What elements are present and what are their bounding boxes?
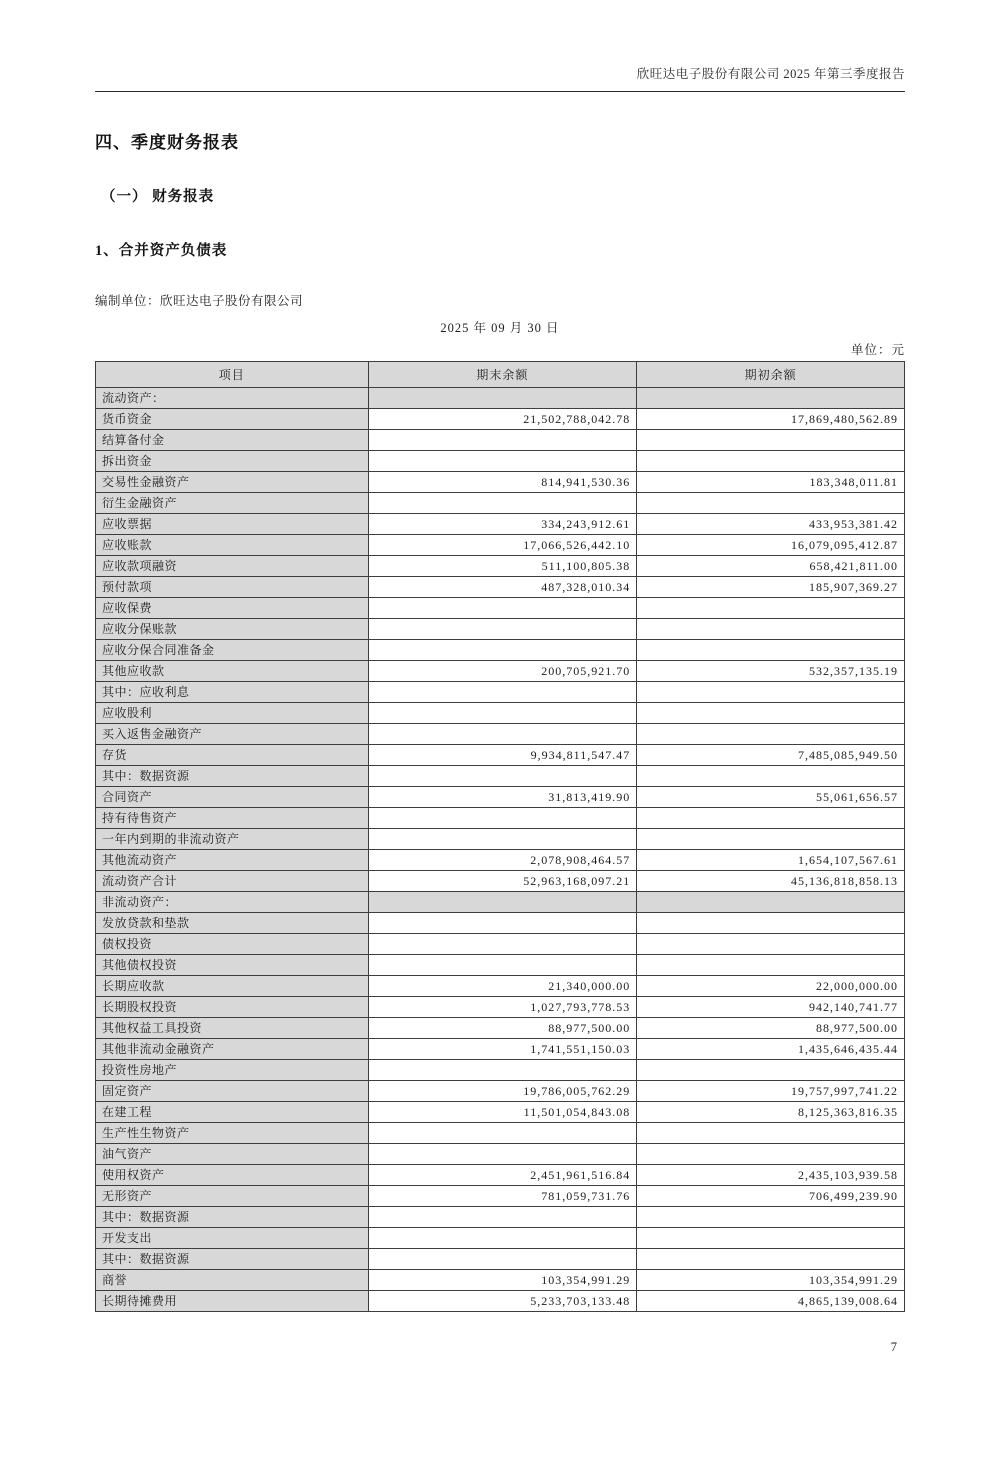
row-end-balance: 487,328,010.34 — [368, 577, 637, 598]
row-begin-balance: 88,977,500.00 — [637, 1018, 905, 1039]
running-header: 欣旺达电子股份有限公司 2025 年第三季度报告 — [95, 64, 905, 92]
column-header-begin-balance: 期初余额 — [637, 362, 905, 388]
row-begin-balance — [637, 829, 905, 850]
row-label: 长期待摊费用 — [96, 1291, 369, 1312]
table-row — [96, 1123, 905, 1144]
table-row — [96, 724, 905, 745]
balance-sheet-body — [96, 388, 905, 1312]
row-end-balance — [368, 766, 637, 787]
table-row — [96, 661, 905, 682]
table-row — [96, 535, 905, 556]
column-header-end-balance: 期末余额 — [368, 362, 637, 388]
row-label: 非流动资产： — [96, 892, 369, 913]
table-row — [96, 829, 905, 850]
row-begin-balance — [637, 1123, 905, 1144]
row-begin-balance — [637, 1249, 905, 1270]
row-end-balance — [368, 388, 637, 409]
row-end-balance — [368, 934, 637, 955]
row-end-balance — [368, 955, 637, 976]
table-row — [96, 1060, 905, 1081]
row-end-balance: 17,066,526,442.10 — [368, 535, 637, 556]
row-end-balance: 11,501,054,843.08 — [368, 1102, 637, 1123]
row-label: 应收分保账款 — [96, 619, 369, 640]
row-begin-balance: 7,485,085,949.50 — [637, 745, 905, 766]
statement-title: 1、合并资产负债表 — [95, 243, 228, 259]
row-begin-balance — [637, 493, 905, 514]
row-begin-balance — [637, 1207, 905, 1228]
row-begin-balance: 55,061,656.57 — [637, 787, 905, 808]
row-label: 流动资产合计 — [96, 871, 369, 892]
row-label: 应收股利 — [96, 703, 369, 724]
row-label: 其中：数据资源 — [96, 1249, 369, 1270]
row-begin-balance — [637, 598, 905, 619]
row-end-balance — [368, 724, 637, 745]
row-begin-balance: 942,140,741.77 — [637, 997, 905, 1018]
row-end-balance: 1,027,793,778.53 — [368, 997, 637, 1018]
prepared-by-line: 编制单位：欣旺达电子股份有限公司 — [95, 294, 304, 308]
statement-date: 2025 年 09 月 30 日 — [440, 321, 560, 335]
table-row — [96, 934, 905, 955]
table-row — [96, 1270, 905, 1291]
section-row — [96, 892, 905, 913]
row-end-balance — [368, 1060, 637, 1081]
row-label: 债权投资 — [96, 934, 369, 955]
row-end-balance — [368, 808, 637, 829]
table-row — [96, 577, 905, 598]
row-end-balance — [368, 1123, 637, 1144]
table-row — [96, 409, 905, 430]
table-row — [96, 1144, 905, 1165]
row-begin-balance — [637, 703, 905, 724]
row-label: 其中：数据资源 — [96, 766, 369, 787]
row-begin-balance: 183,348,011.81 — [637, 472, 905, 493]
row-begin-balance — [637, 1144, 905, 1165]
row-label: 应收票据 — [96, 514, 369, 535]
row-end-balance — [368, 451, 637, 472]
table-row — [96, 871, 905, 892]
row-end-balance — [368, 682, 637, 703]
table-row — [96, 640, 905, 661]
table-row — [96, 430, 905, 451]
row-end-balance: 9,934,811,547.47 — [368, 745, 637, 766]
subsection-title: （一） 财务报表 — [101, 189, 215, 205]
row-begin-balance: 19,757,997,741.22 — [637, 1081, 905, 1102]
row-begin-balance: 1,654,107,567.61 — [637, 850, 905, 871]
row-end-balance: 200,705,921.70 — [368, 661, 637, 682]
row-begin-balance — [637, 388, 905, 409]
row-begin-balance: 4,865,139,008.64 — [637, 1291, 905, 1312]
row-label: 油气资产 — [96, 1144, 369, 1165]
row-begin-balance: 22,000,000.00 — [637, 976, 905, 997]
table-row — [96, 556, 905, 577]
row-label: 其他债权投资 — [96, 955, 369, 976]
row-begin-balance — [637, 451, 905, 472]
row-end-balance — [368, 430, 637, 451]
row-label: 其中：应收利息 — [96, 682, 369, 703]
row-begin-balance: 8,125,363,816.35 — [637, 1102, 905, 1123]
row-label: 长期应收款 — [96, 976, 369, 997]
row-label: 长期股权投资 — [96, 997, 369, 1018]
row-begin-balance — [637, 430, 905, 451]
row-begin-balance — [637, 640, 905, 661]
page-number: 7 — [890, 1340, 897, 1354]
section-row — [96, 388, 905, 409]
row-end-balance — [368, 703, 637, 724]
row-label: 无形资产 — [96, 1186, 369, 1207]
row-end-balance — [368, 493, 637, 514]
row-label: 其中：数据资源 — [96, 1207, 369, 1228]
report-page — [0, 64, 1000, 1355]
table-row — [96, 1081, 905, 1102]
row-end-balance — [368, 913, 637, 934]
row-label: 货币资金 — [96, 409, 369, 430]
row-begin-balance: 433,953,381.42 — [637, 514, 905, 535]
row-begin-balance: 2,435,103,939.58 — [637, 1165, 905, 1186]
row-label: 在建工程 — [96, 1102, 369, 1123]
row-end-balance: 52,963,168,097.21 — [368, 871, 637, 892]
section-title: 四、季度财务报表 — [95, 133, 239, 152]
table-row — [96, 1228, 905, 1249]
row-end-balance — [368, 598, 637, 619]
table-row — [96, 808, 905, 829]
table-row — [96, 1291, 905, 1312]
table-header-row — [96, 362, 905, 388]
row-begin-balance — [637, 955, 905, 976]
row-begin-balance: 185,907,369.27 — [637, 577, 905, 598]
row-label: 衍生金融资产 — [96, 493, 369, 514]
row-end-balance — [368, 1228, 637, 1249]
table-row — [96, 1102, 905, 1123]
row-begin-balance — [637, 766, 905, 787]
table-row — [96, 682, 905, 703]
row-begin-balance — [637, 1060, 905, 1081]
table-row — [96, 1018, 905, 1039]
row-label: 一年内到期的非流动资产 — [96, 829, 369, 850]
row-begin-balance — [637, 934, 905, 955]
table-row — [96, 472, 905, 493]
row-label: 其他权益工具投资 — [96, 1018, 369, 1039]
row-end-balance: 1,741,551,150.03 — [368, 1039, 637, 1060]
row-end-balance: 511,100,805.38 — [368, 556, 637, 577]
row-begin-balance — [637, 1228, 905, 1249]
row-begin-balance — [637, 892, 905, 913]
row-label: 买入返售金融资产 — [96, 724, 369, 745]
unit-label: 单位：元 — [850, 343, 905, 357]
row-begin-balance: 45,136,818,858.13 — [637, 871, 905, 892]
row-label: 应收保费 — [96, 598, 369, 619]
row-begin-balance: 532,357,135.19 — [637, 661, 905, 682]
table-row — [96, 703, 905, 724]
table-row — [96, 787, 905, 808]
row-end-balance — [368, 619, 637, 640]
row-label: 存货 — [96, 745, 369, 766]
row-end-balance: 21,340,000.00 — [368, 976, 637, 997]
row-label: 固定资产 — [96, 1081, 369, 1102]
row-end-balance — [368, 1249, 637, 1270]
row-begin-balance — [637, 682, 905, 703]
row-end-balance: 781,059,731.76 — [368, 1186, 637, 1207]
row-end-balance: 2,078,908,464.57 — [368, 850, 637, 871]
row-begin-balance — [637, 808, 905, 829]
row-label: 交易性金融资产 — [96, 472, 369, 493]
row-end-balance: 31,813,419.90 — [368, 787, 637, 808]
row-begin-balance: 1,435,646,435.44 — [637, 1039, 905, 1060]
row-end-balance: 88,977,500.00 — [368, 1018, 637, 1039]
row-begin-balance: 658,421,811.00 — [637, 556, 905, 577]
row-end-balance: 21,502,788,042.78 — [368, 409, 637, 430]
row-label: 其他非流动金融资产 — [96, 1039, 369, 1060]
balance-sheet-table — [95, 361, 905, 1312]
table-row — [96, 514, 905, 535]
row-end-balance: 334,243,912.61 — [368, 514, 637, 535]
row-begin-balance: 17,869,480,562.89 — [637, 409, 905, 430]
row-label: 生产性生物资产 — [96, 1123, 369, 1144]
row-begin-balance — [637, 724, 905, 745]
row-end-balance: 19,786,005,762.29 — [368, 1081, 637, 1102]
row-label: 使用权资产 — [96, 1165, 369, 1186]
table-row — [96, 619, 905, 640]
row-begin-balance — [637, 913, 905, 934]
table-row — [96, 598, 905, 619]
row-end-balance — [368, 829, 637, 850]
row-begin-balance — [637, 619, 905, 640]
row-label: 投资性房地产 — [96, 1060, 369, 1081]
row-label: 合同资产 — [96, 787, 369, 808]
table-row — [96, 997, 905, 1018]
table-row — [96, 493, 905, 514]
row-label: 发放贷款和垫款 — [96, 913, 369, 934]
row-end-balance — [368, 1144, 637, 1165]
table-row — [96, 451, 905, 472]
table-row — [96, 976, 905, 997]
row-label: 应收款项融资 — [96, 556, 369, 577]
table-row — [96, 766, 905, 787]
table-row — [96, 1207, 905, 1228]
column-header-item: 项目 — [96, 362, 369, 388]
table-row — [96, 1186, 905, 1207]
row-label: 拆出资金 — [96, 451, 369, 472]
table-row — [96, 913, 905, 934]
row-label: 持有待售资产 — [96, 808, 369, 829]
row-label: 商誉 — [96, 1270, 369, 1291]
table-row — [96, 1039, 905, 1060]
row-begin-balance: 103,354,991.29 — [637, 1270, 905, 1291]
row-label: 开发支出 — [96, 1228, 369, 1249]
row-end-balance: 814,941,530.36 — [368, 472, 637, 493]
row-end-balance: 5,233,703,133.48 — [368, 1291, 637, 1312]
row-end-balance: 103,354,991.29 — [368, 1270, 637, 1291]
row-label: 其他应收款 — [96, 661, 369, 682]
table-row — [96, 1165, 905, 1186]
row-label: 应收分保合同准备金 — [96, 640, 369, 661]
row-begin-balance: 706,499,239.90 — [637, 1186, 905, 1207]
table-row — [96, 745, 905, 766]
table-row — [96, 1249, 905, 1270]
row-end-balance — [368, 892, 637, 913]
row-end-balance — [368, 1207, 637, 1228]
row-end-balance — [368, 640, 637, 661]
row-label: 应收账款 — [96, 535, 369, 556]
row-label: 其他流动资产 — [96, 850, 369, 871]
row-begin-balance: 16,079,095,412.87 — [637, 535, 905, 556]
row-label: 预付款项 — [96, 577, 369, 598]
table-row — [96, 850, 905, 871]
table-row — [96, 955, 905, 976]
row-label: 流动资产： — [96, 388, 369, 409]
row-end-balance: 2,451,961,516.84 — [368, 1165, 637, 1186]
row-label: 结算备付金 — [96, 430, 369, 451]
